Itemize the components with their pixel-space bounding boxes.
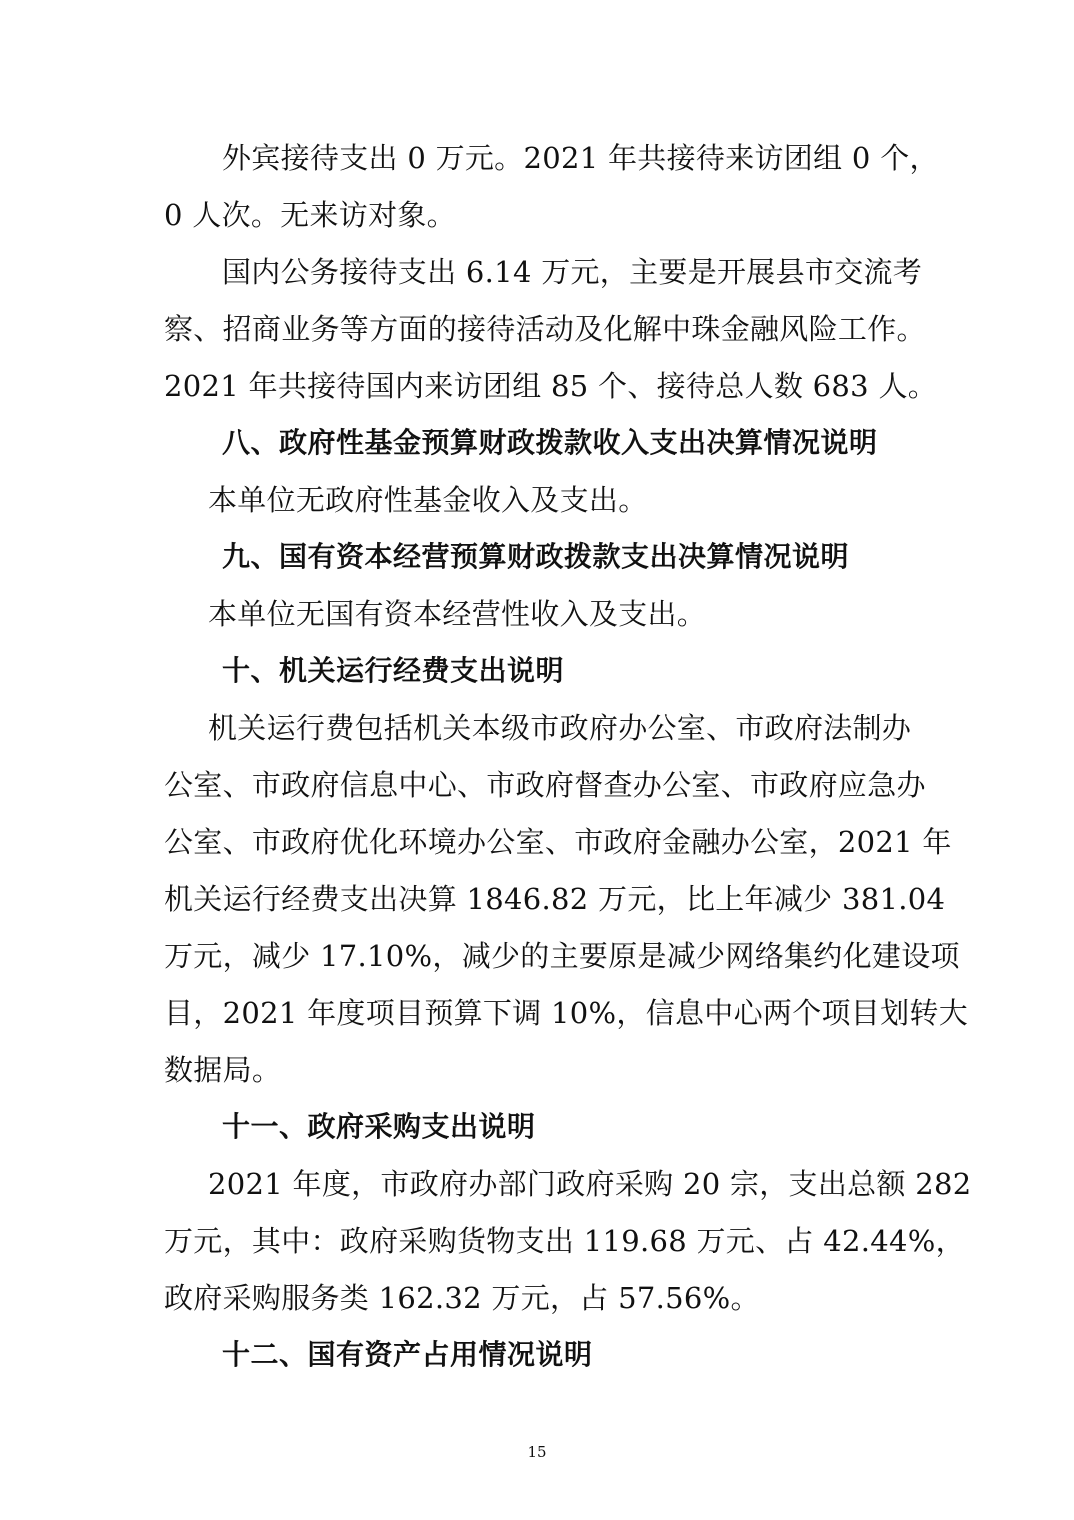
section-heading-10: 十、机关运行经费支出说明 [222,654,565,687]
section-heading-9: 九、国有资本经营预算财政拨款支出决算情况说明 [222,540,850,573]
paragraph-line: 2021 年度，市政府办部门政府采购 20 宗，支出总额 282 [208,1167,972,1201]
paragraph-line: 万元，其中：政府采购货物支出 119.68 万元、占 42.44%， [164,1224,965,1258]
paragraph-line: 数据局。 [164,1053,282,1087]
paragraph-line: 察、招商业务等方面的接待活动及化解中珠金融风险工作。 [164,312,926,346]
paragraph-line: 万元，减少 17.10%，减少的主要原是减少网络集约化建设项 [164,939,960,973]
paragraph-line: 政府采购服务类 162.32 万元，占 57.56%。 [164,1281,760,1315]
paragraph-line: 本单位无国有资本经营性收入及支出。 [208,597,707,631]
paragraph-line: 目，2021 年度项目预算下调 10%，信息中心两个项目划转大 [164,996,968,1030]
paragraph-line: 外宾接待支出 0 万元。2021 年共接待来访团组 0 个， [222,141,939,175]
page-number: 15 [527,1443,547,1461]
paragraph-line: 公室、市政府优化环境办公室、市政府金融办公室，2021 年 [164,825,952,859]
section-heading-12: 十二、国有资产占用情况说明 [222,1338,593,1371]
section-heading-8: 八、政府性基金预算财政拨款收入支出决算情况说明 [222,426,878,459]
paragraph-line: 0 人次。无来访对象。 [164,198,456,232]
paragraph-line: 公室、市政府信息中心、市政府督查办公室、市政府应急办 [164,768,926,802]
section-heading-11: 十一、政府采购支出说明 [222,1110,536,1143]
paragraph-line: 机关运行经费支出决算 1846.82 万元，比上年减少 381.04 [164,882,946,916]
paragraph-line: 国内公务接待支出 6.14 万元，主要是开展县市交流考 [222,255,923,289]
paragraph-line: 本单位无政府性基金收入及支出。 [208,483,648,517]
paragraph-line: 机关运行费包括机关本级市政府办公室、市政府法制办 [208,711,912,745]
paragraph-line: 2021 年共接待国内来访团组 85 个、接待总人数 683 人。 [164,369,938,403]
